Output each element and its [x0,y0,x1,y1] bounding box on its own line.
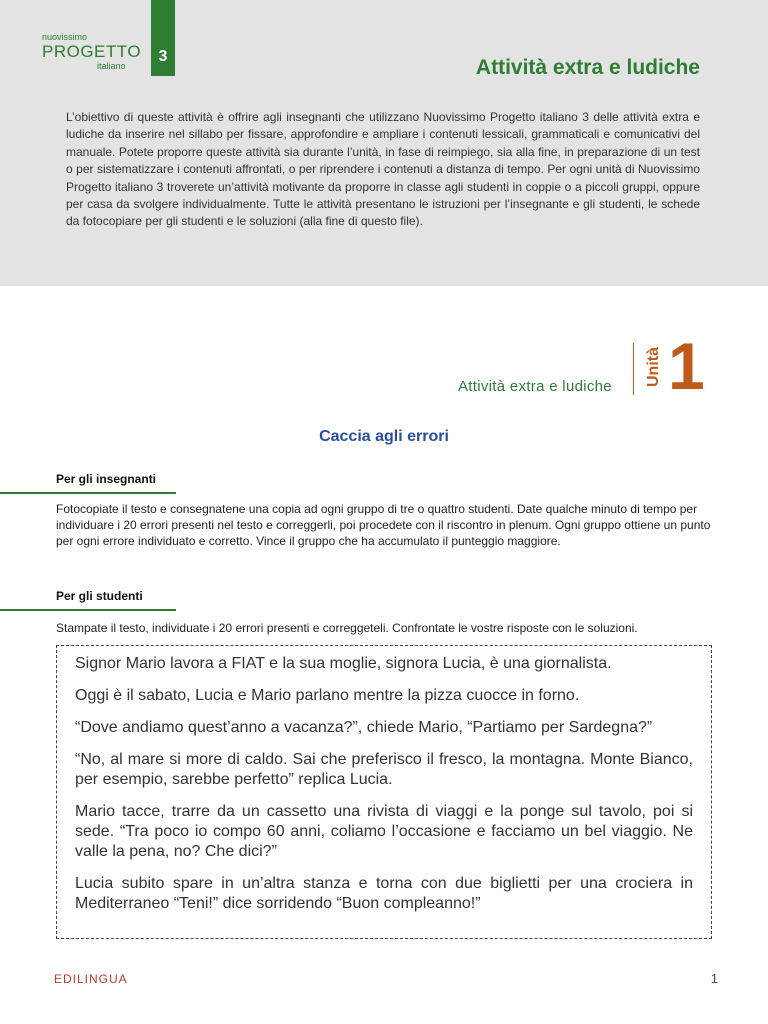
logo-line1: nuovissimo [42,32,88,42]
intro-paragraph: L’obiettivo di queste attività è offrire agli insegnanti che utilizzano Nuovissimo Progetto italiano 3 delle attività extra e ludiche da inserire nel sillabo per fissare, approfondire e ampliare i contenuti lessicali, grammaticali e comunicativi del manuale. Potete proporre queste attività sia durante l’unità, in fase di reimpiego, sia alla fine, in preparazione di un test o per sistematizzare i contenuti affrontati, o per riprendere i contenuti a distanza di tempo. Per ogni unità di Nuovissimo Progetto italiano 3 troverete un’attività motivante da proporre in classe agli studenti in coppie o a piccoli gruppi, oppure per casa da svolgere individualmente. Tutte le attività presentano le istruzioni per l’insegnante e gli studenti, le schede da fotocopiare per gli studenti e le soluzioni (alla fine di questo file). [66,110,700,229]
unit-number: 1 [668,329,705,403]
header-title: Attività extra e ludiche [475,56,700,79]
story-paragraph: Oggi è il sabato, Lucia e Mario parlano mentre la pizza cuocce in forno. [75,687,580,704]
story-paragraph: Mario tacce, trarre da un cassetto una rivista di viaggi e la ponge sul tavolo, poi si sede. “Tra poco io compo 60 anni, coliamo l’occasione e facciamo un bel viaggio. Ne valle la pena, no? Che dici?” [75,803,693,860]
logo-line3: italiano [97,61,126,71]
students-instructions: Stampate il testo, individuate i 20 errori presenti e correggeteli. Confrontate le vostre risposte con le soluzioni. [56,621,638,635]
story-paragraph: Lucia subito spare in un’altra stanza e torna con due biglietti per una crociera in Mediterraneo “Teni!” dice sorridendo “Buon compleanno!” [75,875,693,912]
students-heading: Per gli studenti [56,589,143,603]
unit-subtitle: Attività extra e ludiche [458,378,612,395]
students-heading-underline [0,609,176,611]
unit-label: Unità [645,347,662,387]
page-number: 1 [710,971,718,986]
volume-number: 3 [158,48,168,65]
story-paragraph: “No, al mare si more di caldo. Sai che preferisco il fresco, la montagna. Monte Bianco, per esempio, sarebbe perfetto” replica Lucia. [75,751,693,788]
unit-divider [633,343,634,395]
teachers-heading: Per gli insegnanti [56,472,157,486]
story-paragraph: “Dove andiamo quest’anno a vacanza?”, chiede Mario, “Partiamo per Sardegna?” [75,719,653,736]
teachers-heading-underline [0,492,176,494]
publisher-logo: EDILINGUA [54,972,128,986]
story-paragraph: Signor Mario lavora a FIAT e la sua moglie, signora Lucia, è una giornalista. [75,655,612,672]
activity-title: Caccia agli errori [319,428,449,445]
logo-line2: PROGETTO [42,42,142,61]
error-text-box [56,645,712,939]
teachers-instructions: Fotocopiate il testo e consegnatene una copia ad ogni gruppo di tre o quattro studenti. Date qualche minuto di tempo per individuare i 20 errori presenti nel testo e correggerli, poi procedete con il riscontro in plenum. Ogni gruppo ottiene un punto per ogni errore individuato e corretto. Vince il gruppo che ha accumulato il punteggio maggiore. [56,502,711,548]
series-logo [42,32,141,71]
volume-tab [151,0,175,76]
